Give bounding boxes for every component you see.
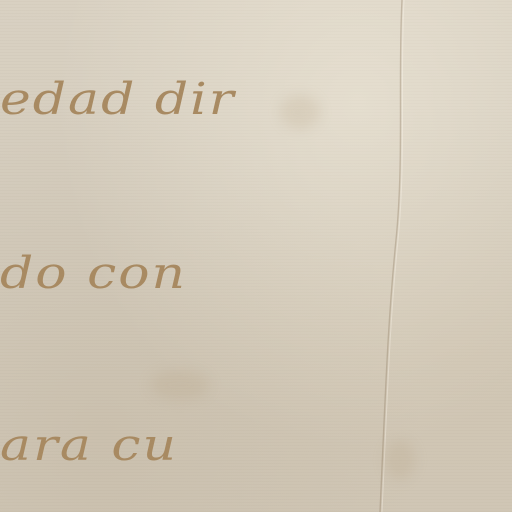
handwritten-line: ara cu — [0, 420, 179, 471]
paper-stain — [385, 440, 415, 480]
paper-stain — [280, 95, 320, 129]
paper-fold-crease — [372, 0, 412, 512]
handwritten-line: do con — [0, 248, 188, 299]
handwritten-line: edad dir — [0, 74, 236, 125]
paper-stain — [150, 370, 210, 400]
